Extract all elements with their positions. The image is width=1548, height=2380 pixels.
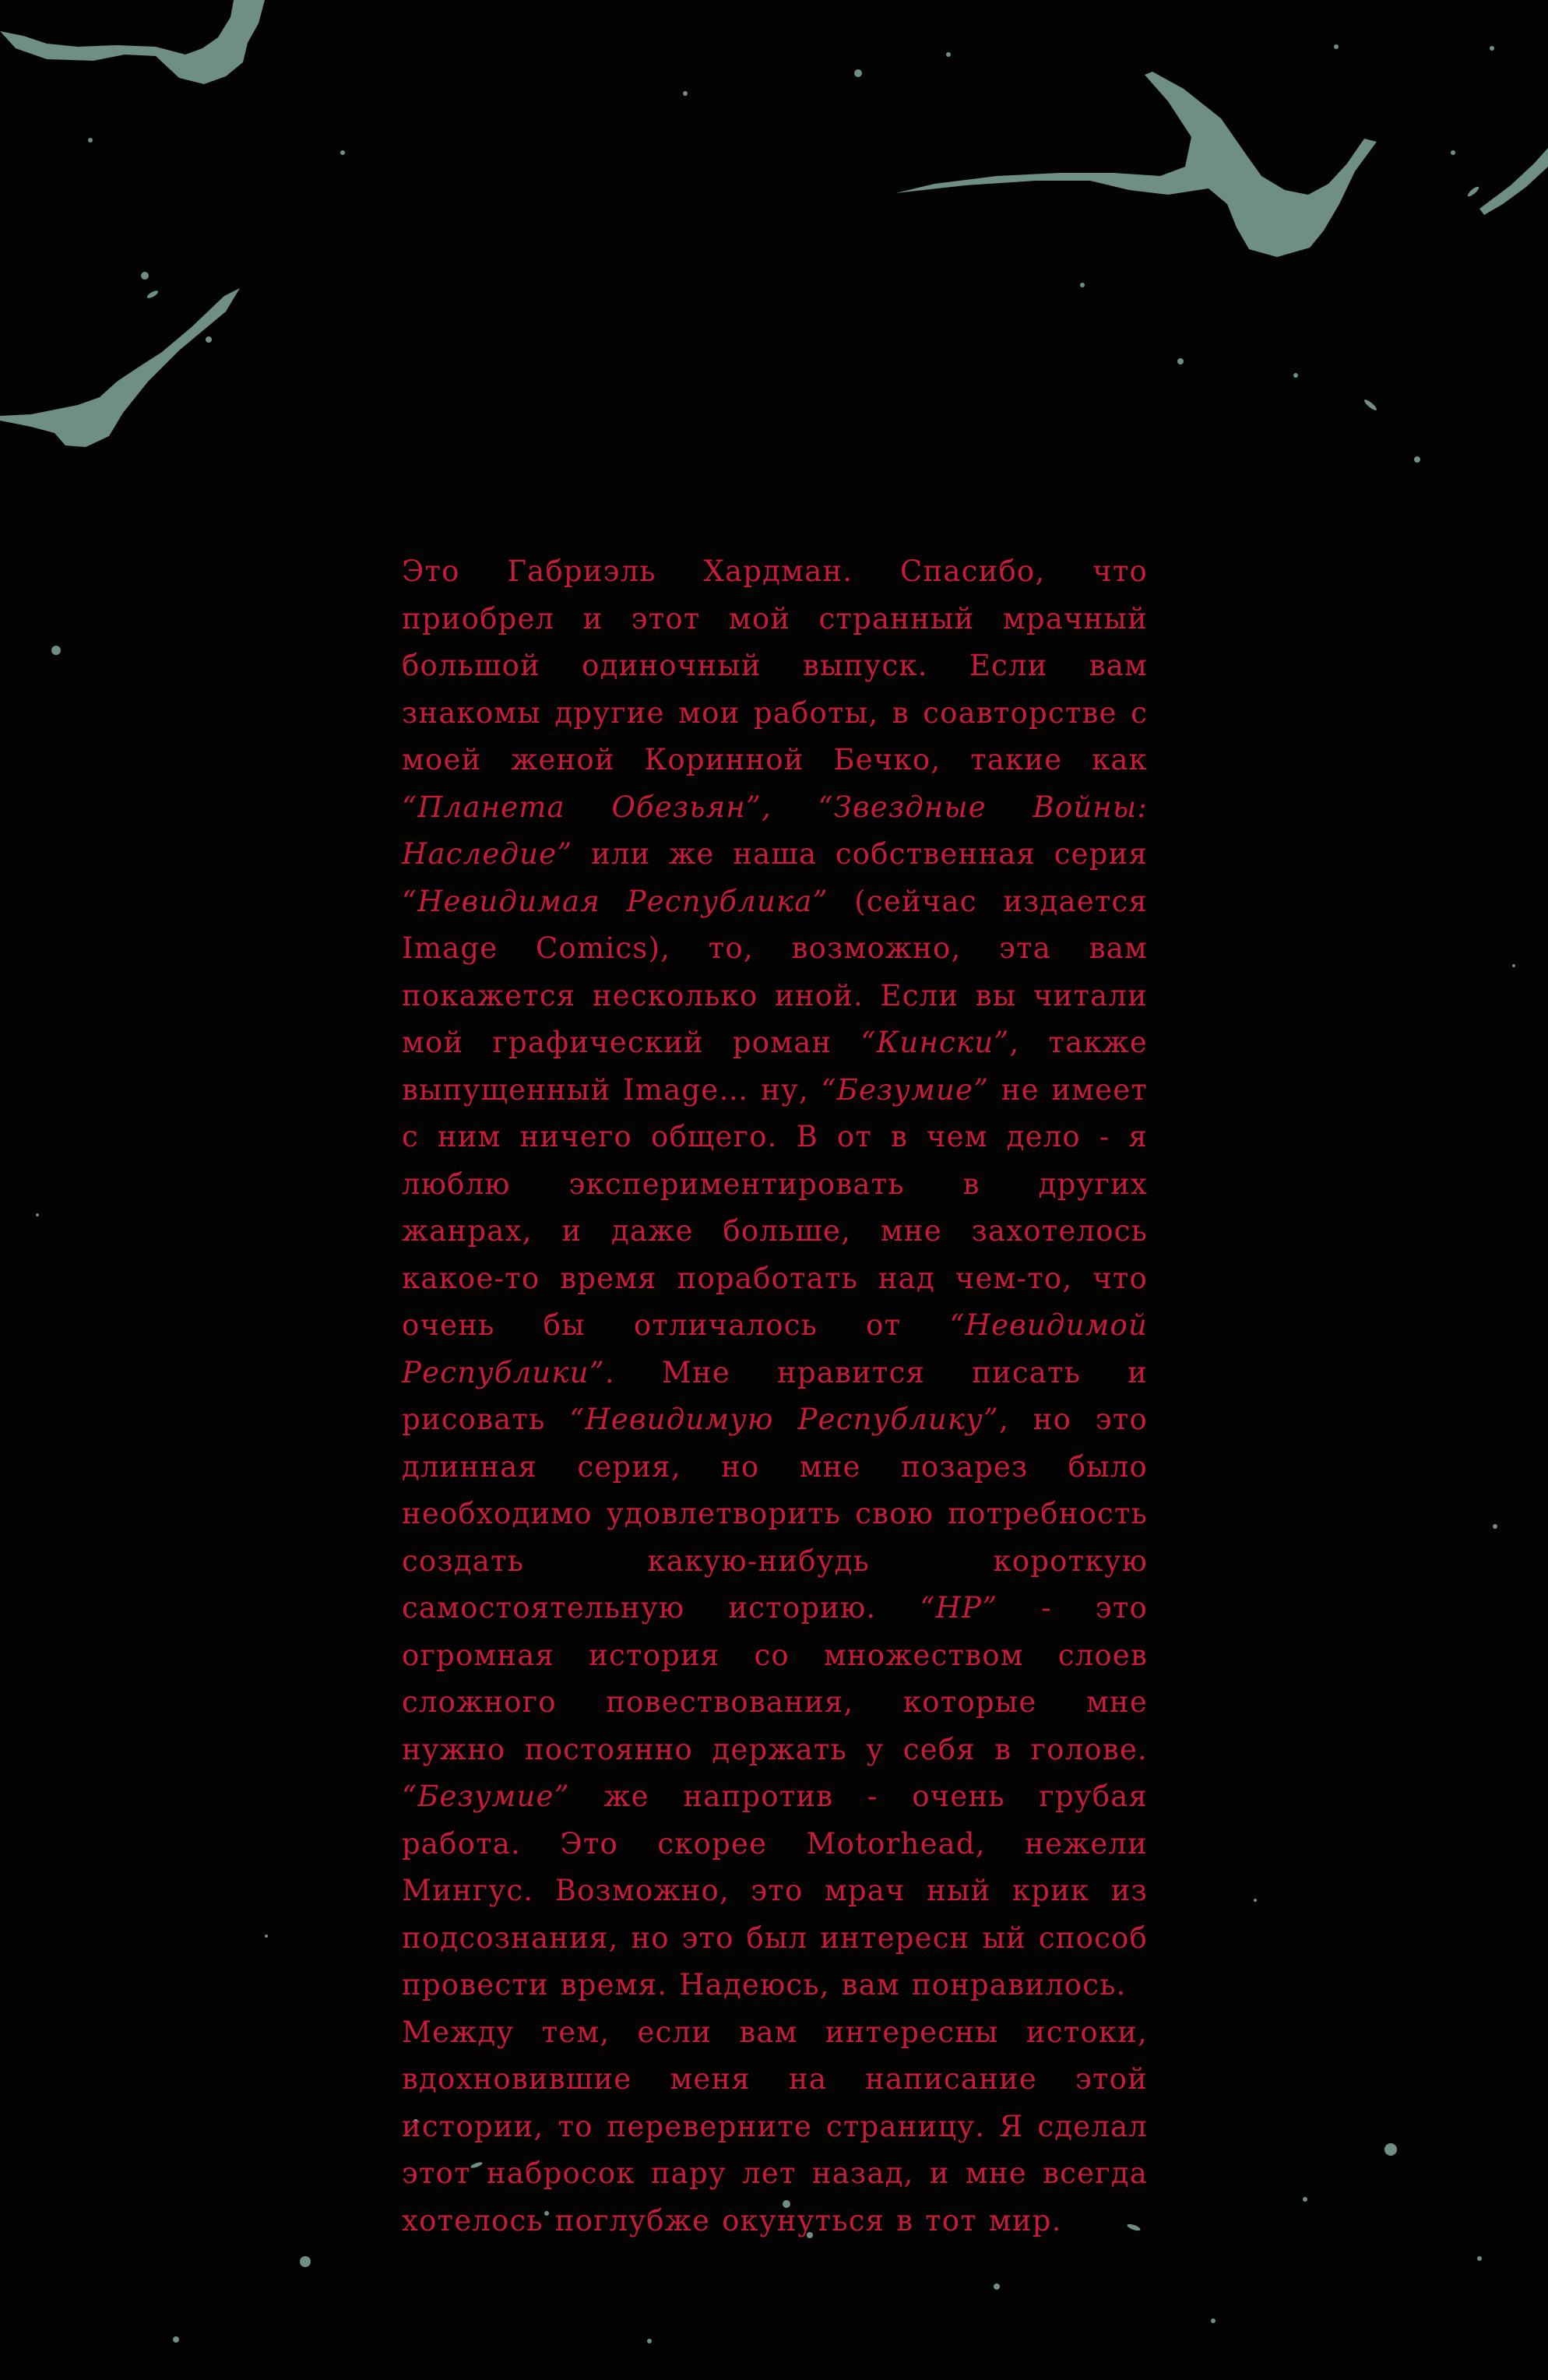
title-reference: “Безумие” <box>402 1780 570 1813</box>
text-span: не имеет с ним ничего общего. В от в чем дело - я люблю экспериментировать в других жанрах, и даже больше, мне захотелось какое-то время поработать над чем-то, что очень бы отличалось от <box>402 1072 1148 1342</box>
letter-text <box>402 548 1148 2244</box>
text-span: , но это длинная серия, но мне позарез было необходимо удовлетворить свою потребность создать какую-нибудь короткую самостоятельную историю. <box>402 1403 1148 1625</box>
title-reference: “Безумие” <box>821 1072 990 1107</box>
text-span: (сейчас издается Image Comics), то, возможно, эта вам покажется несколько иной. Если вы читали мой графический роман <box>402 884 1149 1059</box>
letter-paragraph-1 <box>402 548 1148 2009</box>
title-reference: “Кински” <box>860 1026 1010 1059</box>
text-span: . Мне нравится писать и рисовать <box>402 1355 1148 1436</box>
title-reference: “Невидимой Республики” <box>402 1308 1148 1389</box>
letter-paragraph-2: Между тем, если вам интересны истоки, вдохновившие меня на написание этой истории, то переверните страницу. Я сделал этот набросок пару лет назад, и мне всегда хотелось поглубже окунуться в тот мир. <box>402 2015 1148 2237</box>
text-span: Это Габриэль Хардман. Спасибо, что приобрел и этот мой странный мрачный большой одиночный выпуск. Если вам знакомы другие мои работы, в соавторстве с моей женой Коринной Бечко, такие как <box>402 555 1148 776</box>
title-reference: “Невидимую Республику” <box>569 1403 999 1436</box>
text-span: - это огромная история со множеством слоев сложного повествования, которые мне нужно постоянно держать у себя в голове. <box>402 1591 1148 1766</box>
text-span: , также выпущенный Image… ну, <box>402 1026 1149 1107</box>
text-span: или же наша собственная серия <box>572 837 1148 871</box>
bat-silhouette <box>0 0 265 84</box>
title-reference: “Невидимая Республика” <box>402 884 829 918</box>
title-reference: “НР” <box>920 1591 998 1625</box>
bat-silhouette <box>895 72 1377 257</box>
text-span: же напротив - очень грубая работа. Это скорее Motorhead, нежели Мингус. Возможно, это мрач ный крик из подсознания, но это был интересн ый способ провести время. Надеюсь, вам понравилось. <box>402 1780 1148 2002</box>
bat-silhouette <box>0 288 240 447</box>
title-reference: “Планета Обезьян”, “Звездные Войны: Наследие” <box>402 790 1148 871</box>
bat-silhouette <box>1479 148 1548 215</box>
